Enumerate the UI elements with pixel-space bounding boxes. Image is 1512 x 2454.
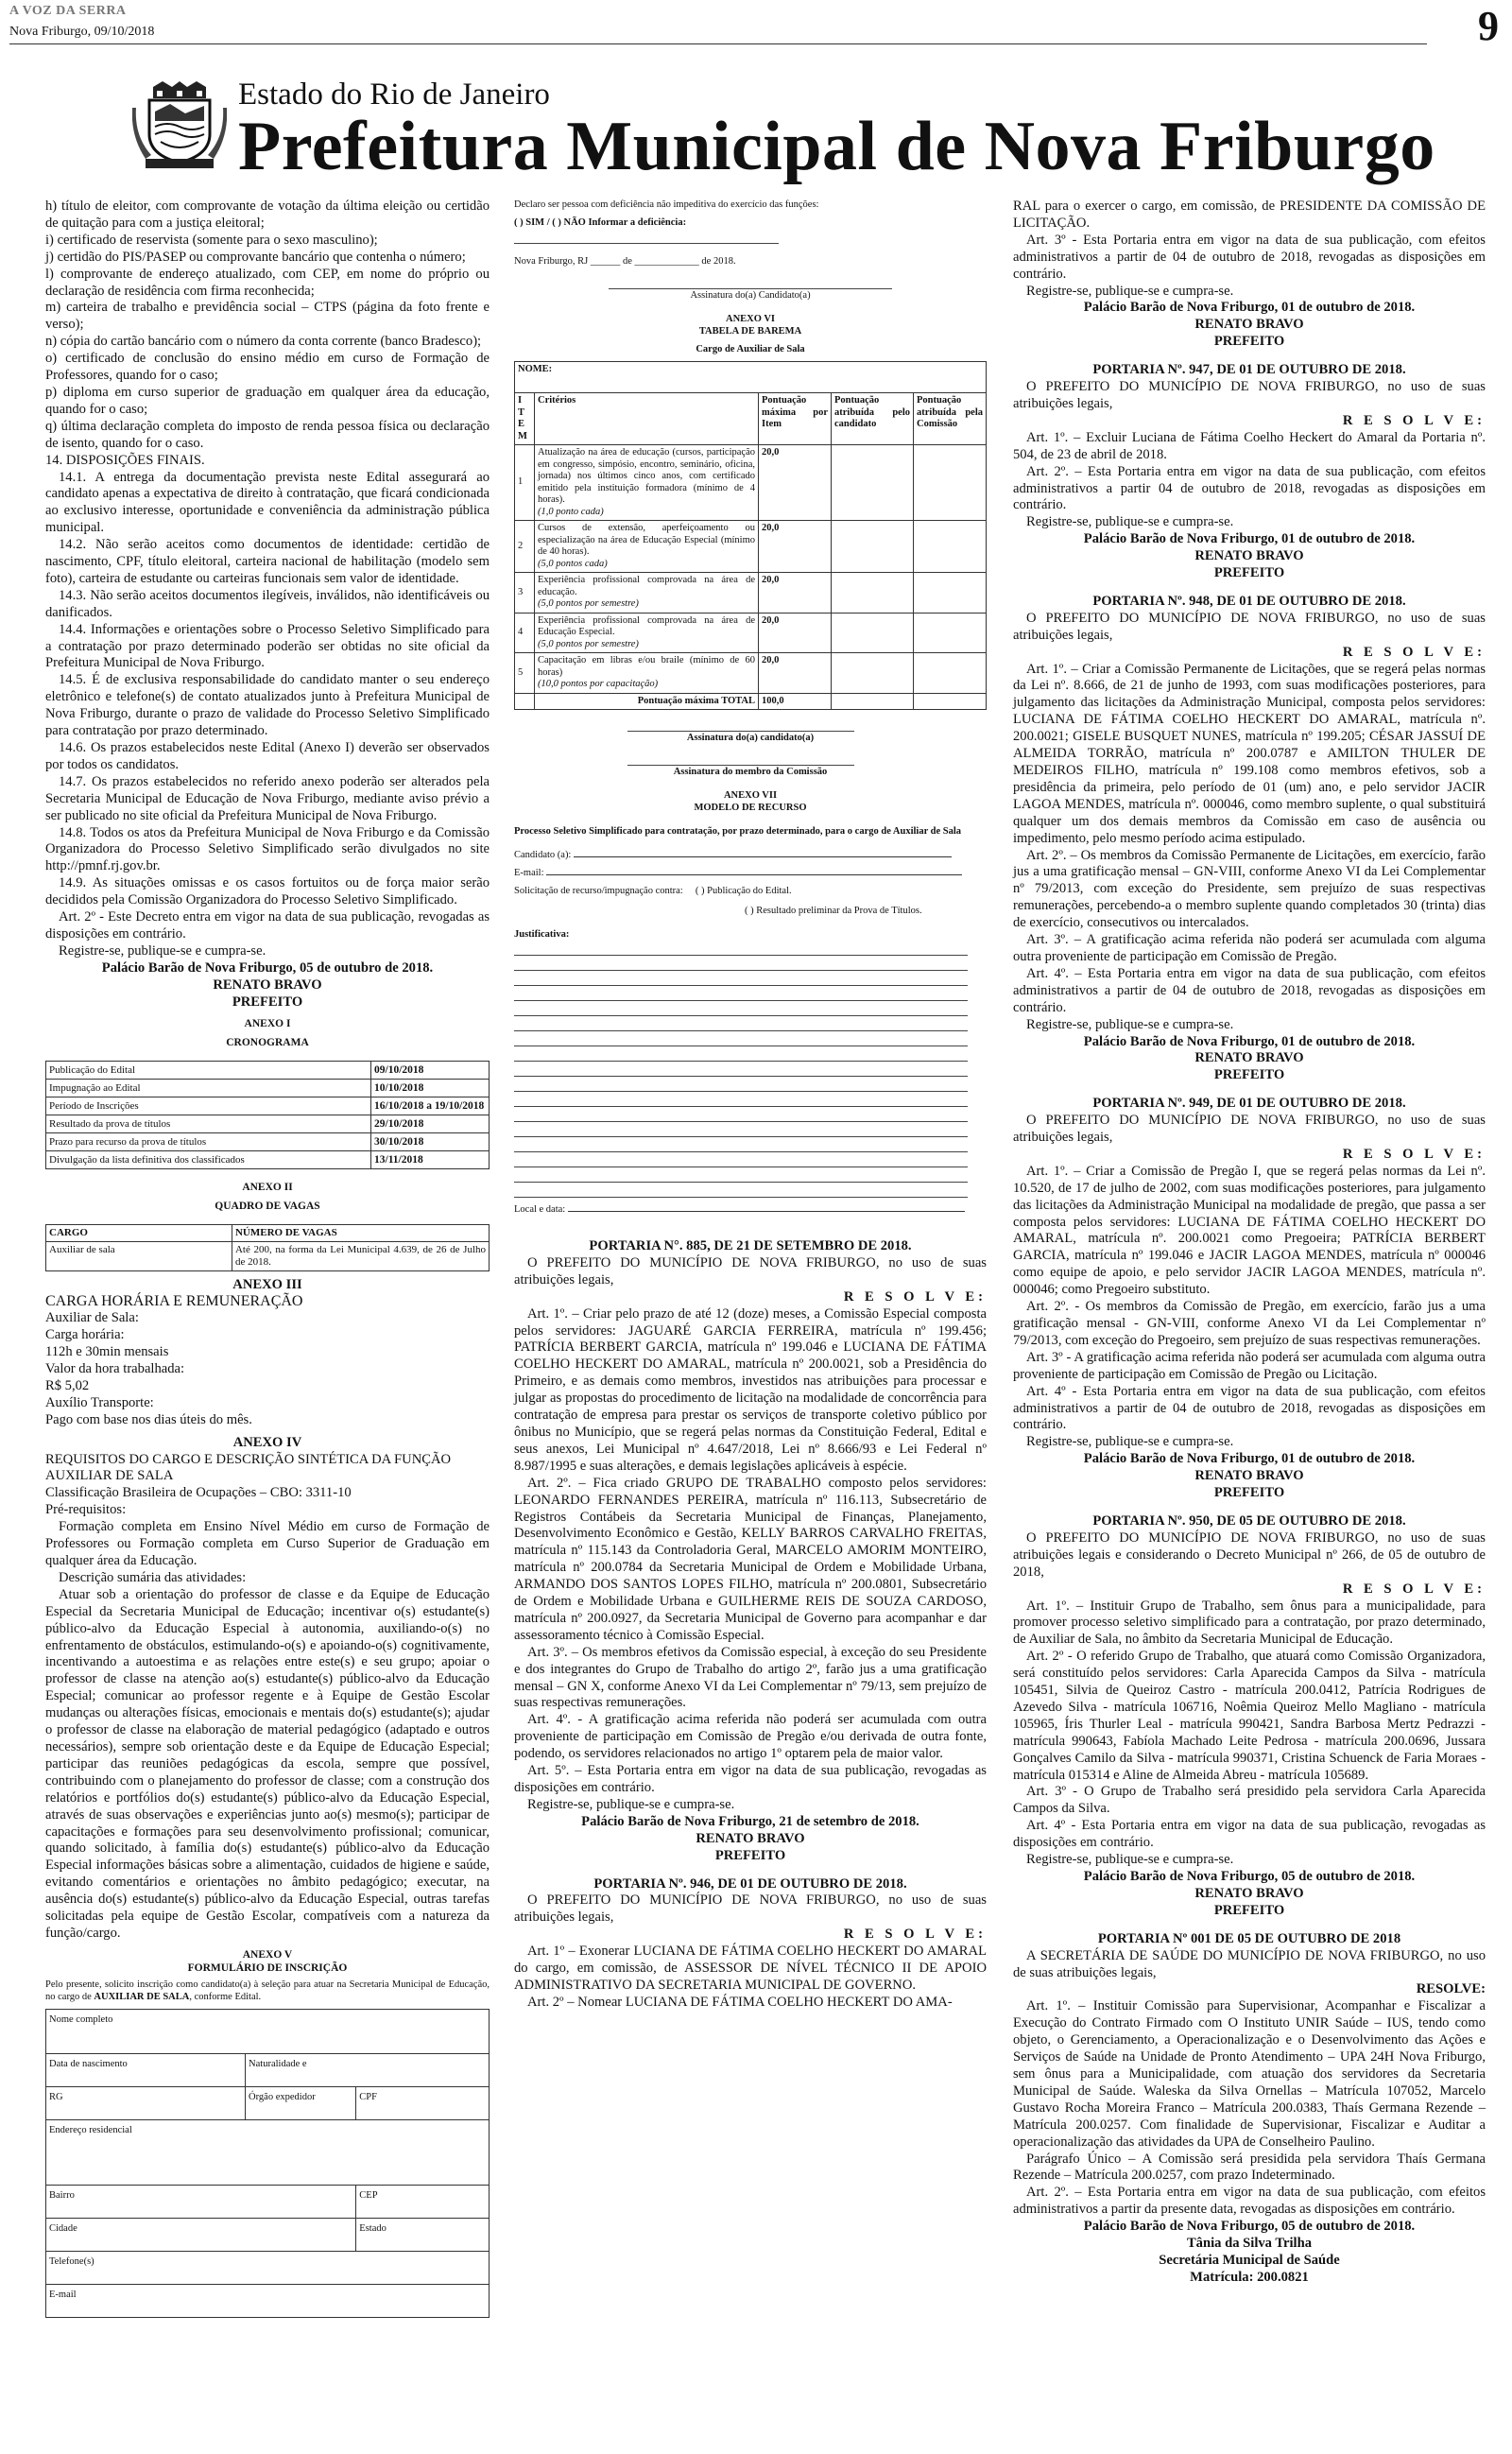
vagas-numero: Até 200, na forma da Lei Municipal 4.639, de 26 de Julho de 2018. <box>232 1241 489 1270</box>
deficiencia-field[interactable] <box>514 229 779 244</box>
barema-criterio: Experiência profissional comprovada na área de educação. (5,0 pontos por semestre) <box>535 573 759 614</box>
portaria-947-name: RENATO BRAVO <box>1194 548 1304 564</box>
edital-item: 14.8. Todos os atos da Prefeitura Municipal de Nova Friburgo e da Comissão Organizadora do Processo Seletivo Simplificado serão divulgados no site http://pmnf.rj.gov.br. <box>45 824 490 874</box>
signature-palace: Palácio Barão de Nova Friburgo, 05 de outubro de 2018. <box>101 959 434 976</box>
form-naturalidade[interactable]: Naturalidade e <box>246 2053 490 2086</box>
portaria-885-art1: Art. 1º. – Criar pelo prazo de até 12 (doze) meses, a Comissão Especial composta pelos servidores: JAGUARÉ GARCIA FERREIRA, matrícula nº 199.456; PATRÍCIA BERBERT GARCIA, matrícula nº 199.046 e LUCIANA DE FÁTIMA COELHO HECKERT DO AMARAL, matrícula nº 200.0021, sob a Presidência do Primeiro, e as demais como membros, investidos nas atribuições para processar e julgar as propostas do procedimento de licitação na modalidade de concorrência para contratação de empresa para prestar os serviços de transporte coletivo público por ônibus no Município, que se regerá pelas normas da Constituição Federal, Edital e seus anexos, Lei Municipal nº 4.647/2018, Lei nº 8.666/93 e Lei Federal nº 8.987/1995 e suas alterações, e demais legislações aplicáveis à espécie. <box>514 1305 987 1474</box>
anexo-3-line: Pago com base nos dias úteis do mês. <box>45 1411 252 1427</box>
anexo-5-intro: Pelo presente, solicito inscrição como candidato(a) à seleção para atuar na Secretaria Municipal de Educação, no cargo de AUXILIAR DE SALA, conforme Edital. <box>45 1979 490 2002</box>
edital-item: 14.2. Não serão aceitos como documentos de identidade: certidão de nascimento, CPF, título eleitoral, carteira nacional de habilitação (modelo sem foto), carteira de estudante ou carteiras funcionais sem valor de identidade. <box>45 537 490 586</box>
cronograma-value: 29/10/2018 <box>371 1115 490 1132</box>
edital-item: 14.7. Os prazos estabelecidos no referido anexo poderão ser alterados pela Secretaria Municipal de Educação de Nova Friburgo, mediante aviso prévio a ser publicado no site oficial da Prefeitura Municipal de Nova Friburgo. <box>45 773 490 823</box>
barema-item-number: 4 <box>515 613 535 653</box>
anexo-5-subtitle: FORMULÁRIO DE INSCRIÇÃO <box>187 1961 348 1974</box>
portaria-949-registre: Registre-se, publique-se e cumpra-se. <box>1026 1434 1234 1450</box>
edital-item: 14.3. Não serão aceitos documentos ilegíveis, inválidos, não identificáveis ou danificados. <box>45 587 490 620</box>
anexo-4-desc: Atuar sob a orientação do professor de classe e da Equipe de Educação Especial da Secretaria Municipal de Educação; incentivar o(s) estudante(s) público-alvo da Educação Especial à autonomia, auxiliando-o(s) no enfrentamento de obstáculos, estimulando-o(s) e apoiando-o(s) cognitivamente, incentivando a autoestima e as relações entre este(s) e seu grupo; apoiar o professor de classe na atenção ao(s) estudante(s) público-alvo da Educação Especial; comunicar ao professor regente e à Equipe de Gestão Escolar mudanças ou alterações físicas, emocionais e mentais do(s) estudante(s); ajudar o professor de classe na elaboração de material pedagógico (adaptado e outros necessários), sempre sob orientação deste e da Equipe de Educação Especial; participar das reuniões pedagógicas da escola, sempre que possível, contribuindo com o planejamento do professor de classe; com a construção dos relatórios e portfólios do(s) estudante(s) público-alvo da Educação Especial, através de suas observações e experiências junto ao(s) mesmo(s); participar de capacitações e formações para seu desenvolvimento profissional; comunicar, quando solicitado, à família do(s) estudante(s) público-alvo da Educação Especial informações básicas sobre a alimentação, cuidados de higiene e saúde, evitando comentários e orientações no âmbito pedagógico; executar, na ausência do(s) estudante(s) público-alvo da Educação Especial, outras tarefas solicitadas pela equipe de Gestão Escolar, compatíveis com a natureza da função/cargo. <box>45 1586 490 1941</box>
portaria-946-cont: RAL para o exercer o cargo, em comissão, de PRESIDENTE DA COMISSÃO DE LICITAÇÃO. <box>1013 199 1486 231</box>
justificativa-line[interactable] <box>514 1137 968 1152</box>
column-1 <box>45 199 490 2318</box>
newspaper-name: A VOZ DA SERRA <box>9 4 127 18</box>
anexo-6-subtitle: TABELA DE BAREMA <box>698 326 802 337</box>
local-data: Nova Friburgo, RJ ______ de _____________ de 2018. <box>514 256 736 267</box>
portaria-946-name: RENATO BRAVO <box>1194 317 1304 333</box>
portaria-948-name: RENATO BRAVO <box>1194 1050 1304 1066</box>
portaria-885-resolve: R E S O L V E: <box>843 1288 987 1305</box>
portaria-885-registre: Registre-se, publique-se e cumpra-se. <box>527 1796 735 1812</box>
deficiencia-line: ( ) SIM / ( ) NÃO Informar a deficiência: <box>514 217 687 228</box>
anexo-1-subtitle: CRONOGRAMA <box>226 1036 309 1048</box>
assinatura-candidato: Assinatura do(a) Candidato(a) <box>690 290 811 301</box>
barema-max: 20,0 <box>759 521 832 573</box>
anexo-4-desc-title: Descrição sumária das atividades: <box>59 1569 247 1585</box>
cronograma-value: 16/10/2018 a 19/10/2018 <box>371 1097 490 1115</box>
edital-item: l) comprovante de endereço atualizado, com CEP, em nome do próprio ou declaração de residência com firma reconhecida; <box>45 266 490 299</box>
barema-comissao-input[interactable] <box>914 445 987 521</box>
portaria-947-art1: Art. 1º. – Excluir Luciana de Fátima Coelho Heckert do Amaral da Portaria nº. 504, de 23 de abril de 2018. <box>1013 429 1486 462</box>
anexo-4-line: AUXILIAR DE SALA <box>45 1468 174 1484</box>
table-row <box>46 1061 490 1079</box>
barema-max: 20,0 <box>759 573 832 614</box>
barema-comissao-input[interactable] <box>914 653 987 694</box>
table-row <box>515 521 987 573</box>
portaria-949-intro: O PREFEITO DO MUNICÍPIO DE NOVA FRIBURGO, no uso de suas atribuições legais, <box>1013 1113 1486 1146</box>
anexo-3-line: R$ 5,02 <box>45 1377 90 1393</box>
portaria-948-registre: Registre-se, publique-se e cumpra-se. <box>1026 1016 1234 1032</box>
justificativa-line[interactable] <box>514 971 968 986</box>
cronograma-label: Impugnação ao Edital <box>46 1079 371 1097</box>
cronograma-table <box>45 1061 490 1169</box>
barema-criterio: Atualização na área de educação (cursos, participação em congresso, simpósio, encontro, seminário, oficina, jornada) nos últimos cinco anos, com certificado emitido pela instituição formadora (mínimo de 4 horas). (1,0 ponto cada) <box>535 445 759 521</box>
anexo-3-line: Auxílio Transporte: <box>45 1394 154 1410</box>
table-row <box>46 1079 490 1097</box>
anexo-4-line: REQUISITOS DO CARGO E DESCRIÇÃO SINTÉTICA DA FUNÇÃO <box>45 1451 452 1467</box>
barema-item-number: 1 <box>515 445 535 521</box>
portaria-949-name: RENATO BRAVO <box>1194 1468 1304 1484</box>
portaria-950-title: PORTARIA Nº. 950, DE 05 DE OUTUBRO DE 2018. <box>1092 1512 1406 1529</box>
justificativa-line[interactable] <box>514 1183 968 1198</box>
portaria-949-art3: Art. 3º - A gratificação acima referida não poderá ser acumulada com alguma outra proveniente de participação em Comissão de Pregão ou Licitação. <box>1013 1349 1486 1382</box>
portaria-946-intro: O PREFEITO DO MUNICÍPIO DE NOVA FRIBURGO, no uso de suas atribuições legais, <box>514 1892 987 1926</box>
masthead-rule <box>9 43 1427 44</box>
option-resultado[interactable]: ( ) Resultado preliminar da Prova de Títulos. <box>745 906 922 916</box>
anexo-2-subtitle: QUADRO DE VAGAS <box>215 1200 320 1212</box>
form-cidade[interactable]: Cidade <box>46 2218 356 2251</box>
anexo-4-line: Classificação Brasileira de Ocupações – CBO: 3311-10 <box>45 1485 352 1501</box>
portaria-001-matricula: Matrícula: 200.0821 <box>1190 2269 1309 2285</box>
portaria-001-title: PORTARIA Nº 001 DE 05 DE OUTUBRO DE 2018 <box>1097 1930 1401 1946</box>
portaria-001-paragrafo: Parágrafo Único – A Comissão será presidida pela servidora Thaís Germana Rezende – Matrícula 200.0257, com prazo Indeterminado. <box>1013 2151 1486 2184</box>
portaria-885-intro: O PREFEITO DO MUNICÍPIO DE NOVA FRIBURGO, no uso de suas atribuições legais, <box>514 1254 987 1287</box>
barema-head-candidato: Pontuação atribuída pelo candidato <box>832 393 914 445</box>
barema-item-number: 3 <box>515 573 535 614</box>
anexo-1-title: ANEXO I <box>244 1017 291 1029</box>
form-nome[interactable]: Nome completo <box>46 2009 490 2053</box>
signature-line <box>609 279 892 289</box>
justificativa-line[interactable] <box>514 1167 968 1183</box>
form-orgao[interactable]: Órgão expedidor <box>246 2086 356 2119</box>
cronograma-value: 30/10/2018 <box>371 1132 490 1150</box>
portaria-948-role: PREFEITO <box>1213 1067 1285 1083</box>
justificativa-line[interactable] <box>514 1001 968 1016</box>
barema-max: 20,0 <box>759 653 832 694</box>
portaria-949-role: PREFEITO <box>1213 1485 1285 1501</box>
justificativa-line[interactable] <box>514 1092 968 1107</box>
barema-total-label: Pontuação máxima TOTAL <box>535 693 759 710</box>
portaria-950-name: RENATO BRAVO <box>1194 1885 1304 1901</box>
portaria-947-palacio: Palácio Barão de Nova Friburgo, 01 de outubro de 2018. <box>1083 531 1416 547</box>
portaria-950-intro: O PREFEITO DO MUNICÍPIO DE NOVA FRIBURGO, no uso de suas atribuições legais e considerando o Decreto Municipal nº 266, de 05 de outubro de 2018, <box>1013 1529 1486 1580</box>
portaria-948-art4: Art. 4º. – Esta Portaria entra em vigor na data de sua publicação, com efeitos administrativos a partir de 04 de outubro de 2018, revogadas as disposições em contrário. <box>1013 965 1486 1015</box>
form-telefone[interactable]: Telefone(s) <box>46 2251 490 2284</box>
recurso-candidato: Candidato (a): <box>514 849 987 861</box>
edital-item: m) carteira de trabalho e previdência social – CTPS (página da foto frente e verso); <box>45 300 490 333</box>
anexo-3-content <box>45 1293 490 1428</box>
portaria-947-title: PORTARIA Nº. 947, DE 01 DE OUTUBRO DE 2018. <box>1092 362 1406 378</box>
anexo-6-title: ANEXO VI <box>725 314 776 324</box>
justificativa-line[interactable] <box>514 1152 968 1167</box>
portaria-946-art3: Art. 3º - Esta Portaria entra em vigor na data de sua publicação, com efeitos administrativos a partir de 04 de outubro de 2018, revogadas as disposições em contrário. <box>1013 232 1486 282</box>
portaria-948-intro: O PREFEITO DO MUNICÍPIO DE NOVA FRIBURGO, no uso de suas atribuições legais, <box>1013 610 1486 643</box>
email-field[interactable] <box>546 874 962 875</box>
anexo-3-line: Valor da hora trabalhada: <box>45 1361 185 1377</box>
portaria-947-art2: Art. 2º. – Esta Portaria entra em vigor na data de sua publicação, com efeitos administrativos a partir 04 de outubro de 2018, revogadas as disposições em contrário. <box>1013 463 1486 513</box>
portaria-949-art2: Art. 2º. - Os membros da Comissão de Pregão, em exercício, farão jus a uma gratificação mensal - GN-VIII, conforme Anexo VI da Lei Complementar nº 79/2013, com exceção do Pregoeiro, sem prejuízo de suas respectivas remunerações. <box>1013 1299 1486 1348</box>
barema-item-number: 5 <box>515 653 535 694</box>
justificativa-field[interactable] <box>514 941 987 1198</box>
portaria-001-art2: Art. 2º. – Esta Portaria entra em vigor na data de sua publicação, com efeitos administrativos a partir da presente data, revogadas as disposições em contrário. <box>1013 2185 1486 2218</box>
vagas-table <box>45 1224 490 1271</box>
anexo-7-title: ANEXO VII <box>723 790 778 801</box>
edital-item: h) título de eleitor, com comprovante de votação da última eleição ou certidão de quitação para com a justiça eleitoral; <box>45 199 490 231</box>
masthead <box>9 0 1503 47</box>
portaria-948-palacio: Palácio Barão de Nova Friburgo, 01 de outubro de 2018. <box>1083 1033 1416 1049</box>
anexo-7-subtitle: MODELO DE RECURSO <box>694 803 807 813</box>
edital-item: o) certificado de conclusão do ensino médio em curso de Formação de Professores, quando for o caso; <box>45 351 490 384</box>
barema-candidato-input[interactable] <box>832 445 914 521</box>
anexo-3-title: ANEXO III <box>232 1276 302 1292</box>
justificativa-label: Justificativa: <box>514 929 570 940</box>
barema-total: 100,0 <box>759 693 832 710</box>
portaria-948-art2: Art. 2º. – Os membros da Comissão Permanente de Licitações, em exercício, farão jus a uma gratificação mensal – GN-VIII, conforme Anexo VI da Lei Complementar nº 79/2013, com exceção do Presidente, sem prejuízo de suas respectivas remunerações, percebendo-a o membro suplente quando completados 30 (trinta) dias de exercício, consecutivos ou intercalados. <box>1013 847 1486 931</box>
anexo-4-formacao: Formação completa em Ensino Nível Médio em curso de Formação de Professores ou Formação completa em Curso Superior de Graduação em qualquer área da Educação. <box>45 1519 490 1568</box>
option-publicacao[interactable]: ( ) Publicação do Edital. <box>695 886 792 896</box>
barema-candidato-input[interactable] <box>832 521 914 573</box>
anexo-6-cargo: Cargo de Auxiliar de Sala <box>696 344 805 354</box>
barema-head-criterios: Critérios <box>535 393 759 445</box>
justificativa-line[interactable] <box>514 1122 968 1137</box>
form-bairro[interactable]: Bairro <box>46 2185 356 2218</box>
portaria-948-art1: Art. 1º. – Criar a Comissão Permanente de Licitações, que se regerá pelas normas da Lei nº. 8.666, de 21 de junho de 1993, com suas modificações posteriores, para julgamento das licitações da Administração Municipal, composta pelos servidores: LUCIANA DE FÁTIMA COELHO HECKERT DO AMARAL, matrícula nº. 200.0021; GISELE BUSQUET NUNES, matrícula nº 199.205; CÉSAR JASSUÍ DE ALMEIDA TORRÃO, matrícula nº 200.0787 e AMILTON THULER DE MEDEIROS FILHO, matrícula nº 199.108 como membros efetivos, sob a presidência da primeira, pelo período de 01 (um) ano, e pelo servidor JACIR LAGOA MENDES, matrícula nº. 000046, como membro suplente, o qual substituirá qualquer um dos demais membros da Comissão em caso de ausência ou impedimento, pelo mesmo período acima estipulado. <box>1013 661 1486 846</box>
portaria-950-art4: Art. 4º - Esta Portaria entra em vigor na data de sua publicação, revogadas as disposições em contrário. <box>1013 1818 1486 1851</box>
portaria-950-art2: Art. 2º - O referido Grupo de Trabalho, que atuará como Comissão Organizadora, será constituído pelos servidores: Carla Aparecida Campos da Silva - matrícula 105451, Silvia de Queiroz Castro - matrícula 200.0412, Patrícia Rodrigues de Azevedo Silva - matrícula 106716, Noêmia Queiroz Mello Magliano - matrícula 105965, Íris Thurler Leal - matrícula 990421, Sandra Barbosa Mertz Pedrazzi - matrícula 990643, Fabíola Machado Leite Pedrosa - matrícula 200.0696, Jussara Gonçalves Camilo da Silva - matrícula 990371, Cristina Schuenck de Faria Moraes - matrícula 015314 e Aline de Almeida Abreu - matrícula 105689. <box>1013 1649 1486 1783</box>
portaria-946-registre: Registre-se, publique-se e cumpra-se. <box>1026 283 1234 299</box>
edital-item: 14.1. A entrega da documentação prevista neste Edital assegurará ao candidato apenas a expectativa de direito à contratação, que ficará condicionada ao exclusivo interesse, oportunidade e conveniência da administração pública municipal. <box>45 469 490 536</box>
portaria-950-role: PREFEITO <box>1213 1902 1285 1918</box>
portaria-948-art3: Art. 3º. – A gratificação acima referida não poderá ser acumulada com alguma outra proveniente de participação em Comissão de Pregão. <box>1013 932 1486 964</box>
table-row <box>46 1132 490 1150</box>
barema-candidato-input[interactable] <box>832 613 914 653</box>
candidato-field[interactable] <box>574 856 952 857</box>
portaria-948-title: PORTARIA Nº. 948, DE 01 DE OUTUBRO DE 2018. <box>1092 593 1406 609</box>
edital-item: 14.9. As situações omissas e os casos fortuitos ou de força maior serão decididos pela Comissão Organizadora do Processo Seletivo Simplificado. <box>45 875 490 908</box>
table-row <box>515 445 987 521</box>
recurso-email: E-mail: <box>514 867 987 879</box>
form-email[interactable]: E-mail <box>46 2284 490 2317</box>
local-data-field[interactable] <box>568 1211 965 1212</box>
page-number: 9 <box>1478 3 1499 49</box>
form-rg[interactable]: RG <box>46 2086 246 2119</box>
portaria-885-art3: Art. 3º. – Os membros efetivos da Comissão especial, à exceção do seu Presidente e dos integrantes do Grupo de Trabalho do artigo 2º, farão jus a uma gratificação mensal – GN X, conforme Anexo VI da Lei Complementar nº 79/13, sem prejuízo de suas respectivas remunerações. <box>514 1644 987 1711</box>
portaria-950-registre: Registre-se, publique-se e cumpra-se. <box>1026 1852 1234 1868</box>
edital-item: Art. 2º - Este Decreto entra em vigor na data de sua publicação, revogadas as disposições em contrário. <box>45 909 490 942</box>
barema-candidato-input[interactable] <box>832 573 914 614</box>
recurso-solicitacao: Solicitação de recurso/impugnação contra: ( ) Publicação do Edital. <box>514 886 792 896</box>
portaria-885-art5: Art. 5º. – Esta Portaria entra em vigor na data de sua publicação, revogadas as disposições em contrário. <box>514 1763 987 1795</box>
table-row <box>46 1150 490 1168</box>
portaria-001-palacio: Palácio Barão de Nova Friburgo, 05 de outubro de 2018. <box>1083 2219 1416 2235</box>
portaria-946-palacio: Palácio Barão de Nova Friburgo, 01 de outubro de 2018. <box>1083 300 1416 316</box>
barema-comissao-input[interactable] <box>914 573 987 614</box>
cronograma-label: Resultado da prova de títulos <box>46 1115 371 1132</box>
barema-head-item: ITEM <box>515 393 535 445</box>
assinatura-membro: Assinatura do membro da Comissão <box>673 767 828 777</box>
edital-item: 14.5. É de exclusiva responsabilidade do candidato manter o seu endereço eletrônico e telefone(s) de contato atualizados junto à Prefeitura Municipal de Nova Friburgo, durante o prazo de validade do Processo Seletivo Simplificado para contratação por prazo determinado. <box>45 672 490 739</box>
portaria-950-art1: Art. 1º. – Instituir Grupo de Trabalho, sem ônus para a municipalidade, para promover processo seletivo simplificado para a contratação, por prazo determinado, de Auxiliar de Sala, no âmbito da Secretaria Municipal de Educação. <box>1013 1598 1486 1648</box>
table-row <box>46 1097 490 1115</box>
vagas-head-cargo: CARGO <box>46 1224 232 1241</box>
document-header <box>132 76 1455 185</box>
portaria-949-art4: Art. 4º - Esta Portaria entra em vigor na data de sua publicação, com efeitos administrativos a partir de 04 de outubro de 2018, revogadas as disposições em contrário. <box>1013 1383 1486 1433</box>
form-estado[interactable]: Estado <box>356 2218 490 2251</box>
justificativa-line[interactable] <box>514 941 968 956</box>
barema-comissao-input[interactable] <box>914 521 987 573</box>
portaria-947-resolve: R E S O L V E: <box>1342 412 1486 428</box>
edital-items <box>45 199 490 960</box>
barema-max: 20,0 <box>759 445 832 521</box>
vagas-head-numero: NÚMERO DE VAGAS <box>232 1224 489 1241</box>
recurso-intro: Processo Seletivo Simplificado para contratação, por prazo determinado, para o cargo de Auxiliar de Sala <box>514 826 962 837</box>
barema-head-maxima: Pontuação máxima por Item <box>759 393 832 445</box>
signature-line-2 <box>627 721 854 732</box>
barema-criterio: Experiência profissional comprovada na área de Educação Especial. (5,0 pontos por semestre) <box>535 613 759 653</box>
justificativa-line[interactable] <box>514 1062 968 1077</box>
portaria-001-intro: A SECRETÁRIA DE SAÚDE DO MUNICÍPIO DE NOVA FRIBURGO, no uso de suas atribuições legais, <box>1013 1947 1486 1980</box>
portaria-950-palacio: Palácio Barão de Nova Friburgo, 05 de outubro de 2018. <box>1083 1869 1416 1884</box>
justificativa-line[interactable] <box>514 1107 968 1122</box>
justificativa-line[interactable] <box>514 1031 968 1046</box>
anexo-3-line: CARGA HORÁRIA E REMUNERAÇÃO <box>45 1293 303 1310</box>
portaria-949-art1: Art. 1º. – Criar a Comissão de Pregão I, que se regerá pelas normas da Lei nº. 10.520, de 17 de julho de 2002, com suas modificações posteriores, para julgamento das licitações da Administração Municipal na modalidade de pregão, que passa a ser composta pelos servidores: LUCIANA DE FÁTIMA COELHO HECKERT DO AMARAL, matrícula nº. 200.0021 como Pregoeira; PATRÍCIA BERBERT GARCIA, matrícula nº 199.046 e JACIR LAGOA MENDES, matrícula nº 000046 como equipe de apoio, e pelo servidor JACIR LAGOA MENDES, matrícula nº. 000046; como Pregoeiro substituto. <box>1013 1163 1486 1298</box>
portaria-885-role: PREFEITO <box>714 1847 786 1863</box>
edital-item: 14.4. Informações e orientações sobre o Processo Seletivo Simplificado para a contratação por prazo determinado poderão ser obtidas no site oficial da Prefeitura Municipal de Nova Friburgo. <box>45 621 490 671</box>
cronograma-value: 13/11/2018 <box>371 1150 490 1168</box>
edital-item: Registre-se, publique-se e cumpra-se. <box>59 942 266 959</box>
barema-item-number: 2 <box>515 521 535 573</box>
column-3 <box>1013 199 1486 2287</box>
portaria-949-resolve: R E S O L V E: <box>1342 1146 1486 1162</box>
cronograma-value: 10/10/2018 <box>371 1079 490 1097</box>
portaria-885-name: RENATO BRAVO <box>696 1830 805 1846</box>
barema-criterio: Capacitação em libras e/ou braile (mínimo de 60 horas) (10,0 pontos por capacitação) <box>535 653 759 694</box>
page-title: Prefeitura Municipal de Nova Friburgo <box>238 108 1435 185</box>
anexo-4-content <box>45 1452 490 1520</box>
anexo-3-line: Auxiliar de Sala: <box>45 1310 139 1326</box>
anexo-2-title: ANEXO II <box>242 1181 293 1193</box>
barema-table <box>514 361 987 710</box>
justificativa-line[interactable] <box>514 1046 968 1062</box>
sim-nao-options[interactable]: ( ) SIM / ( ) NÃO <box>514 217 586 228</box>
portaria-950-art3: Art. 3º - O Grupo de Trabalho será presidido pela servidora Carla Aparecida Campos da Silva. <box>1013 1784 1486 1817</box>
barema-nome[interactable]: NOME: <box>515 362 987 393</box>
edital-item: 14. DISPOSIÇÕES FINAIS. <box>45 452 205 468</box>
portaria-885-title: PORTARIA N°. 885, DE 21 DE SETEMBRO DE 2018. <box>589 1238 912 1253</box>
edition-date: Nova Friburgo, 09/10/2018 <box>9 25 155 39</box>
portaria-885-palacio: Palácio Barão de Nova Friburgo, 21 de setembro de 2018. <box>581 1813 919 1829</box>
declaro-text: Declaro ser pessoa com deficiência não impeditiva do exercício das funções: <box>514 199 819 210</box>
justificativa-line[interactable] <box>514 1077 968 1092</box>
barema-criterio: Cursos de extensão, aperfeiçoamento ou especialização na área de Educação Especial (mínimo de 40 horas). (5,0 pontos cada) <box>535 521 759 573</box>
portaria-885-art4: Art. 4º. - A gratificação acima referida não poderá ser acumulada com outra proveniente de participação em Comissão de Pregão e/ou derivada de outra fonte, podendo, os servidores relacionados no artigo 1º optarem pela de maior valor. <box>514 1712 987 1762</box>
portaria-946-role: PREFEITO <box>1213 334 1285 350</box>
signature-name: RENATO BRAVO <box>213 976 322 993</box>
portaria-946-art2: Art. 2º – Nomear LUCIANA DE FÁTIMA COELHO HECKERT DO AMA- <box>527 1994 953 2010</box>
table-row <box>515 653 987 694</box>
signature-role: PREFEITO <box>232 994 303 1010</box>
portaria-885-art2: Art. 2º. – Fica criado GRUPO DE TRABALHO composto pelos servidores: LEONARDO FERNANDES PEREIRA, matrícula nº 116.113, Subsecretário de Registros Contábeis da Secretaria Municipal de Finanças, Planejamento, Desenvolvimento Econômico e Gestão, KELLY BARROS CARVALHO FREITAS, matrícula nº 115.143 da Controladoria Geral, MARCELO AMORIM MONTEIRO, matrícula nº 200.0784 da Secretaria Municipal de Ordem e Mobilidade Urbana, ARMANDO DOS SANTOS LOPES FILHO, matrícula nº 200.0801, Subsecretário de Ordem e Mobilidade Urbana e GUILHERME REIS DE SOUZA CARDOSO, matrícula nº 200.0927, da Secretaria Municipal de Governo para acompanhar e dar assessoramento técnico à Comissão Especial. <box>514 1475 987 1643</box>
anexo-3-line: 112h e 30min mensais <box>45 1344 169 1360</box>
cronograma-label: Publicação do Edital <box>46 1061 371 1079</box>
form-cpf[interactable]: CPF <box>356 2086 490 2119</box>
portaria-001-art1: Art. 1º. – Instituir Comissão para Supervisionar, Acompanhar e Fiscalizar a Execução do Contrato Firmado com O Instituto UNIR Saúde – IUS, tendo como objeto, o Gerenciamento, a Operacionalização e o Desenvolvimento das Ações e Serviços de Saúde na Unidade de Pronto Atendimento – UPA 24H Nova Friburgo, sem ônus para a Municipalidade, com atuação dos servidores da Secretaria Municipal de Saúde. Waleska da Silva Ornellas – Matrícula 107052, Marcelo Gustavo Rocha Moreira Franco – Matrícula 200.0383, Thaís Germana Rezende – Matrícula 200.0257. Com finalidade de Supervisionar, Fiscalizar e Auditar a operacionalização das atividades da UPA de Conselheiro Paulino. <box>1013 1998 1486 2150</box>
edital-item: n) cópia do cartão bancário com o número da conta corrente (banco Bradesco); <box>45 334 482 350</box>
barema-max: 20,0 <box>759 613 832 653</box>
anexo-4-title: ANEXO IV <box>232 1434 302 1450</box>
portaria-946-resolve: R E S O L V E: <box>843 1927 987 1943</box>
barema-candidato-input[interactable] <box>832 653 914 694</box>
barema-comissao-input[interactable] <box>914 613 987 653</box>
portaria-946-art1: Art. 1º – Exonerar LUCIANA DE FÁTIMA COELHO HECKERT DO AMARAL do cargo, em comissão, de ASSESSOR DE NÍVEL TÉCNICO II DE APOIO ADMINISTRATIVO DA SECRETARIA MUNICIPAL DE GOVERNO. <box>514 1944 987 1993</box>
state-name: Estado do Rio de Janeiro <box>238 78 550 112</box>
coat-of-arms-icon <box>132 79 227 170</box>
assinatura-candidato-2: Assinatura do(a) candidato(a) <box>686 733 815 743</box>
portaria-950-resolve: R E S O L V E: <box>1342 1581 1486 1597</box>
edital-item: i) certificado de reservista (somente para o sexo masculino); <box>45 232 378 248</box>
portaria-001-name: Tânia da Silva Trilha <box>1186 2236 1313 2252</box>
anexo-3-line: Carga horária: <box>45 1327 125 1343</box>
inscription-form <box>45 2009 490 2318</box>
cronograma-label: Divulgação da lista definitiva dos classificados <box>46 1150 371 1168</box>
justificativa-line[interactable] <box>514 986 968 1001</box>
edital-item: q) última declaração completa do imposto de renda pessoa física ou declaração de isento, quando for o caso. <box>45 418 490 451</box>
form-nascimento[interactable]: Data de nascimento <box>46 2053 246 2086</box>
portaria-949-title: PORTARIA Nº. 949, DE 01 DE OUTUBRO DE 2018. <box>1092 1096 1406 1112</box>
column-2 <box>514 199 987 2012</box>
justificativa-line[interactable] <box>514 1016 968 1031</box>
cronograma-label: Prazo para recurso da prova de títulos <box>46 1132 371 1150</box>
table-row <box>46 1115 490 1132</box>
justificativa-line[interactable] <box>514 956 968 971</box>
edital-item: 14.6. Os prazos estabelecidos neste Edital (Anexo I) deverão ser observados por todos os candidatos. <box>45 740 490 772</box>
portaria-947-registre: Registre-se, publique-se e cumpra-se. <box>1026 514 1234 530</box>
form-cep[interactable]: CEP <box>356 2185 490 2218</box>
portaria-001-resolve: RESOLVE: <box>1416 1981 1486 1997</box>
barema-head-comissao: Pontuação atribuída pela Comissão <box>914 393 987 445</box>
portaria-946-title: PORTARIA Nº. 946, DE 01 DE OUTUBRO DE 2018. <box>593 1875 907 1892</box>
portaria-949-palacio: Palácio Barão de Nova Friburgo, 01 de outubro de 2018. <box>1083 1451 1416 1467</box>
portaria-947-role: PREFEITO <box>1213 565 1285 581</box>
cronograma-value: 09/10/2018 <box>371 1061 490 1079</box>
edital-item: j) certidão do PIS/PASEP ou comprovante bancário que contenha o número; <box>45 249 466 265</box>
vagas-cargo: Auxiliar de sala <box>46 1241 232 1270</box>
portaria-001-role: Secretária Municipal de Saúde <box>1159 2252 1340 2268</box>
table-row <box>515 613 987 653</box>
local-data-2: Local e data: <box>514 1203 987 1216</box>
portaria-948-resolve: R E S O L V E: <box>1342 644 1486 660</box>
edital-item: p) diploma em curso superior de graduação em qualquer área da educação, quando for o caso; <box>45 384 490 417</box>
form-endereco[interactable]: Endereço residencial <box>46 2119 490 2185</box>
table-row <box>515 573 987 614</box>
cronograma-label: Período de Inscrições <box>46 1097 371 1115</box>
anexo-4-line: Pré-requisitos: <box>45 1502 127 1518</box>
signature-line-3 <box>627 755 854 766</box>
anexo-5-title: ANEXO V <box>242 1948 293 1961</box>
portaria-947-intro: O PREFEITO DO MUNICÍPIO DE NOVA FRIBURGO, no uso de suas atribuições legais, <box>1013 379 1486 411</box>
